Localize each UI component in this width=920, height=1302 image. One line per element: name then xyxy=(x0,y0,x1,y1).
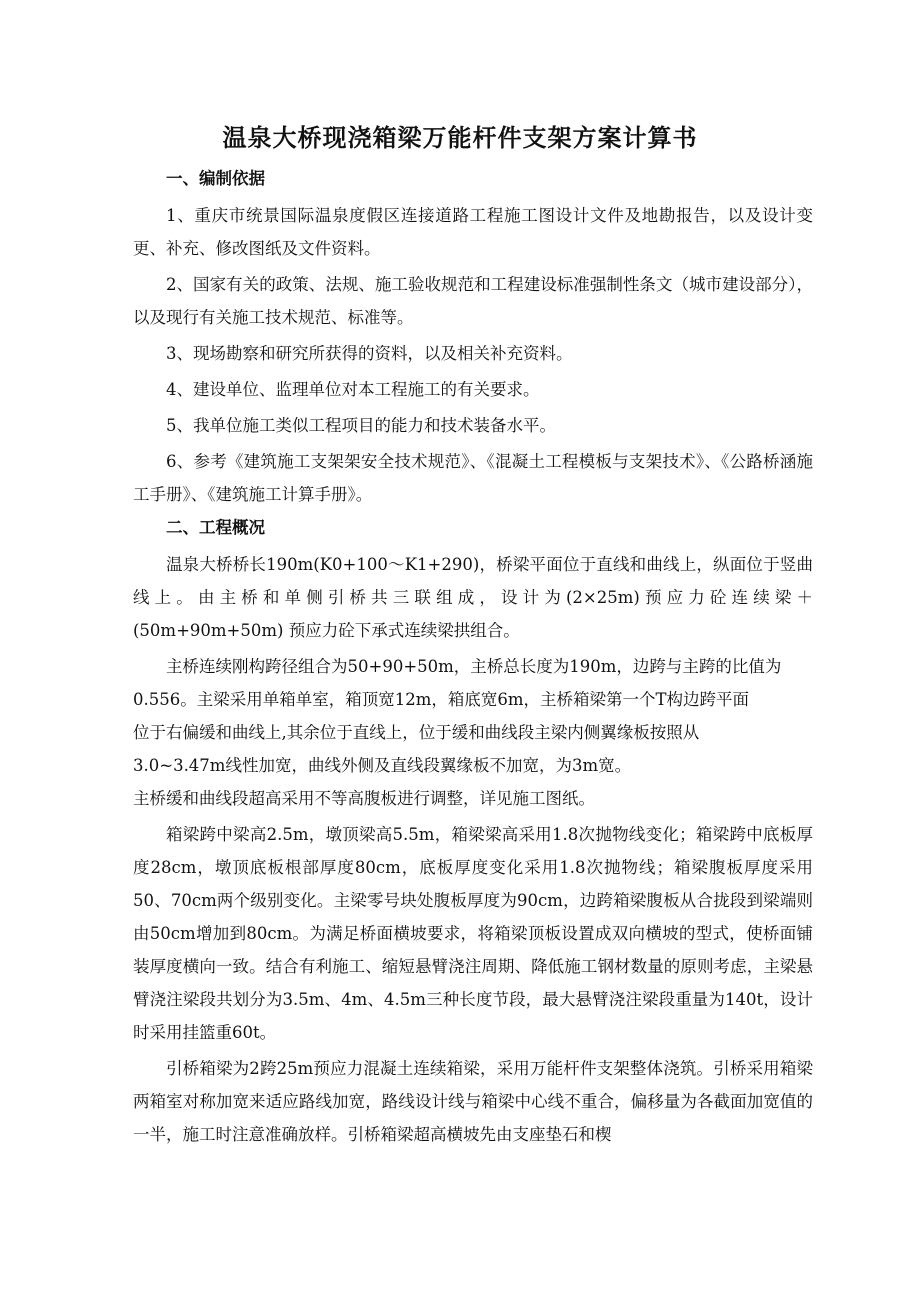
paragraph-line: 主桥缓和曲线段超高采用不等高腹板进行调整，详见施工图纸。 xyxy=(133,789,595,808)
basis-item-6: 6、参考《建筑施工支架架安全技术规范》、《混凝土工程模板与支架技术》、《公路桥涵施工手册》、《建筑施工计算手册》。 xyxy=(133,452,813,504)
basis-item-5: 5、我单位施工类似工程项目的能力和技术装备水平。 xyxy=(166,416,556,435)
basis-item-2: 2、国家有关的政策、法规、施工验收规范和工程建设标准强制性条文（城市建设部分），以及现行有关施工技术规范、标准等。 xyxy=(133,275,813,327)
document-body xyxy=(133,165,813,1154)
basis-item-4: 4、建设单位、监理单位对本工程施工的有关要求。 xyxy=(166,380,540,399)
paragraph-line: 3.0~3.47m线性加宽，曲线外侧及直线段翼缘板不加宽，为3m宽。 xyxy=(133,756,632,775)
paragraph-line: 主桥连续刚构跨径组合为50+90+50m，主桥总长度为190m，边跨与主跨的比值为 xyxy=(166,657,782,676)
basis-item-1: 1、重庆市统景国际温泉度假区连接道路工程施工图设计文件及地勘报告，以及设计变更、补充、修改图纸及文件资料。 xyxy=(133,206,813,258)
overview-paragraph-4: 引桥箱梁为2跨25m预应力混凝土连续箱梁，采用万能杆件支架整体浇筑。引桥采用箱梁两箱室对称加宽来适应路线加宽，路线设计线与箱梁中心线不重合，偏移量为各截面加宽值的一半，施工时注意准确放样。引桥箱梁超高横坡先由支座垫石和楔 xyxy=(133,1059,813,1144)
section-heading-overview: 二、工程概况 xyxy=(166,518,265,537)
overview-paragraph-2 xyxy=(133,650,813,815)
section-heading-basis: 一、编制依据 xyxy=(166,169,265,188)
paragraph-line: 位于右偏缓和曲线上,其余位于直线上，位于缓和曲线段主梁内侧翼缘板按照从 xyxy=(133,723,700,742)
page-title: 温泉大桥现浇箱梁万能杆件支架方案计算书 xyxy=(222,124,698,152)
paragraph-line: 0.556。主梁采用单箱单室，箱顶宽12m，箱底宽6m，主桥箱梁第一个T构边跨平面 xyxy=(133,690,750,709)
overview-paragraph-3: 箱梁跨中梁高2.5m，墩顶梁高5.5m，箱梁梁高采用1.8次抛物线变化；箱梁跨中底板厚度28cm，墩顶底板根部厚度80cm，底板厚度变化采用1.8次抛物线；箱梁腹板厚度采用50、70cm两个级别变化。主梁零号块处腹板厚度为90cm，边跨箱梁腹板从合拢段到梁端则由50cm增加到80cm。为满足桥面横坡要求，将箱梁顶板设置成双向横坡的型式，使桥面铺装厚度横向一致。结合有利施工、缩短悬臂浇注周期、降低施工钢材数量的原则考虑，主梁悬臂浇注梁段共划分为3.5m、4m、4.5m三种长度节段，最大悬臂浇注梁段重量为140t，设计时采用挂篮重60t。 xyxy=(133,825,813,1042)
basis-item-3: 3、现场勘察和研究所获得的资料，以及相关补充资料。 xyxy=(166,344,573,363)
overview-paragraph-1: 温泉大桥桥长190m(K0+100～K1+290)，桥梁平面位于直线和曲线上，纵面位于竖曲线上。由主桥和单侧引桥共三联组成，设计为(2×25m)预应力砼连续梁＋(50m+90m+50m) 预应力砼下承式连续梁拱组合。 xyxy=(133,555,813,640)
